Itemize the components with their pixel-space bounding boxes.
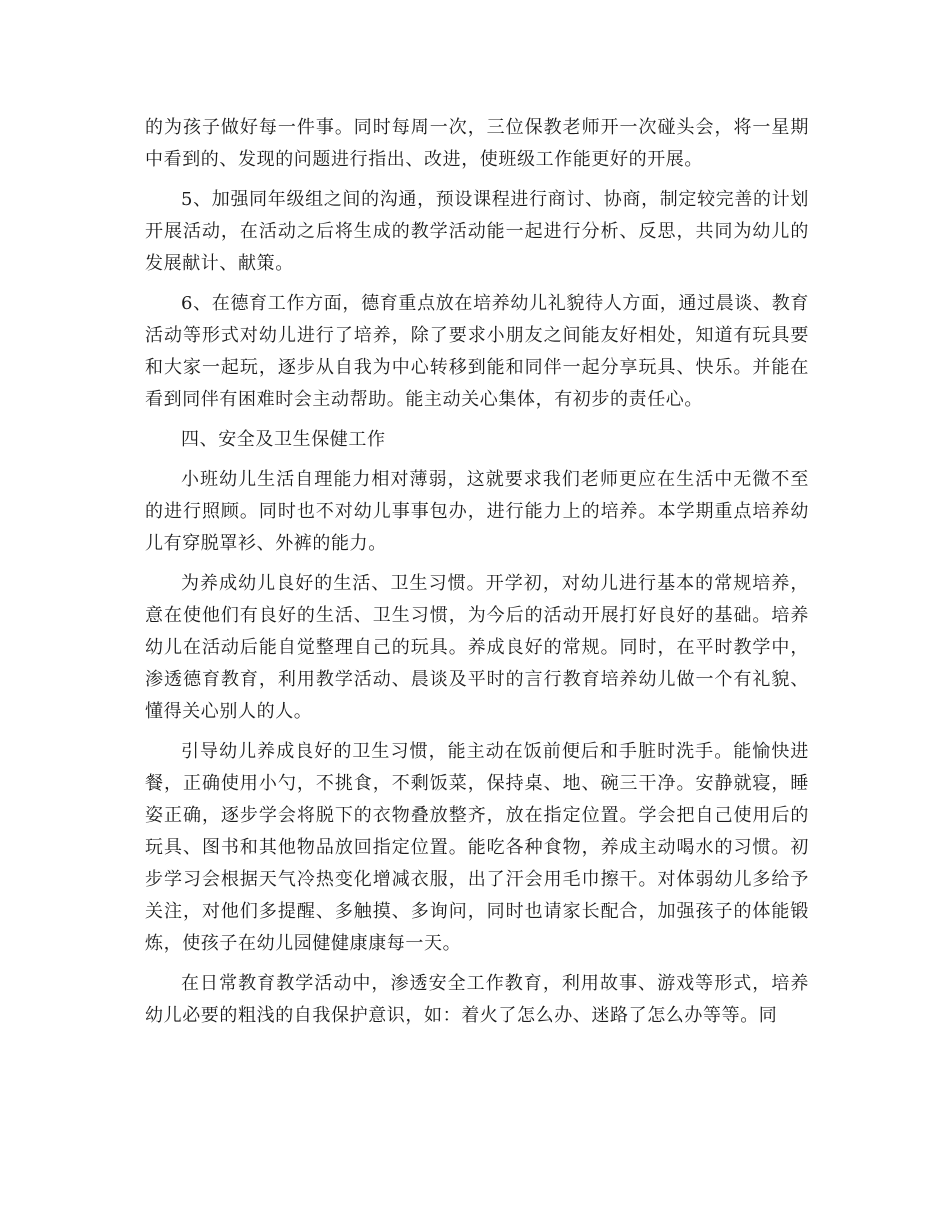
section-heading-safety-hygiene: 四、安全及卫生保健工作 [181, 429, 386, 450]
paragraph-item-6: 6、在德育工作方面，德育重点放在培养幼儿礼貌待人方面，通过晨谈、教育活动等形式对幼儿进行了培养，除了要求小朋友之间能友好相处，知道有玩具要和大家一起玩，逐步从自我为中心转移到能和同伴一起分享玩具、快乐。并能在看到同伴有困难时会主动帮助。能主动关心集体，有初步的责任心。 [145, 293, 809, 410]
paragraph-item-5: 5、加强同年级组之间的沟通，预设课程进行商讨、协商，制定较完善的计划开展活动，在活动之后将生成的教学活动能一起进行分析、反思，共同为幼儿的发展献计、献策。 [145, 189, 809, 274]
document-body [145, 112, 809, 1032]
paragraph-habits: 为养成幼儿良好的生活、卫生习惯。开学初，对幼儿进行基本的常规培养，意在使他们有良好的生活、卫生习惯，为今后的活动开展打好良好的基础。培养幼儿在活动后能自觉整理自己的玩具。养成良好的常规。同时，在平时教学中，渗透德育教育，利用教学活动、晨谈及平时的言行教育培养幼儿做一个有礼貌、懂得关心别人的人。 [145, 573, 809, 722]
paragraph-hygiene: 引导幼儿养成良好的卫生习惯，能主动在饭前便后和手脏时洗手。能愉快进餐，正确使用小勺，不挑食，不剩饭菜，保持桌、地、碗三干净。安静就寝，睡姿正确，逐步学会将脱下的衣物叠放整齐，放在指定位置。学会把自己使用后的玩具、图书和其他物品放回指定位置。能吃各种食物，养成主动喝水的习惯。初步学习会根据天气冷热变化增减衣服，出了汗会用毛巾擦干。对体弱幼儿多给予关注，对他们多提醒、多触摸、多询问，同时也请家长配合，加强孩子的体能锻炼，使孩子在幼儿园健健康康每一天。 [145, 741, 809, 954]
paragraph-safety: 在日常教育教学活动中，渗透安全工作教育，利用故事、游戏等形式，培养幼儿必要的粗浅的自我保护意识，如：着火了怎么办、迷路了怎么办等等。同 [145, 973, 809, 1026]
paragraph-continued-intro: 的为孩子做好每一件事。同时每周一次，三位保教老师开一次碰头会，将一星期中看到的、发现的问题进行指出、改进，使班级工作能更好的开展。 [145, 117, 809, 170]
paragraph-self-care: 小班幼儿生活自理能力相对薄弱，这就要求我们老师更应在生活中无微不至的进行照顾。同时也不对幼儿事事包办，进行能力上的培养。本学期重点培养幼儿有穿脱罩衫、外裤的能力。 [145, 469, 809, 554]
